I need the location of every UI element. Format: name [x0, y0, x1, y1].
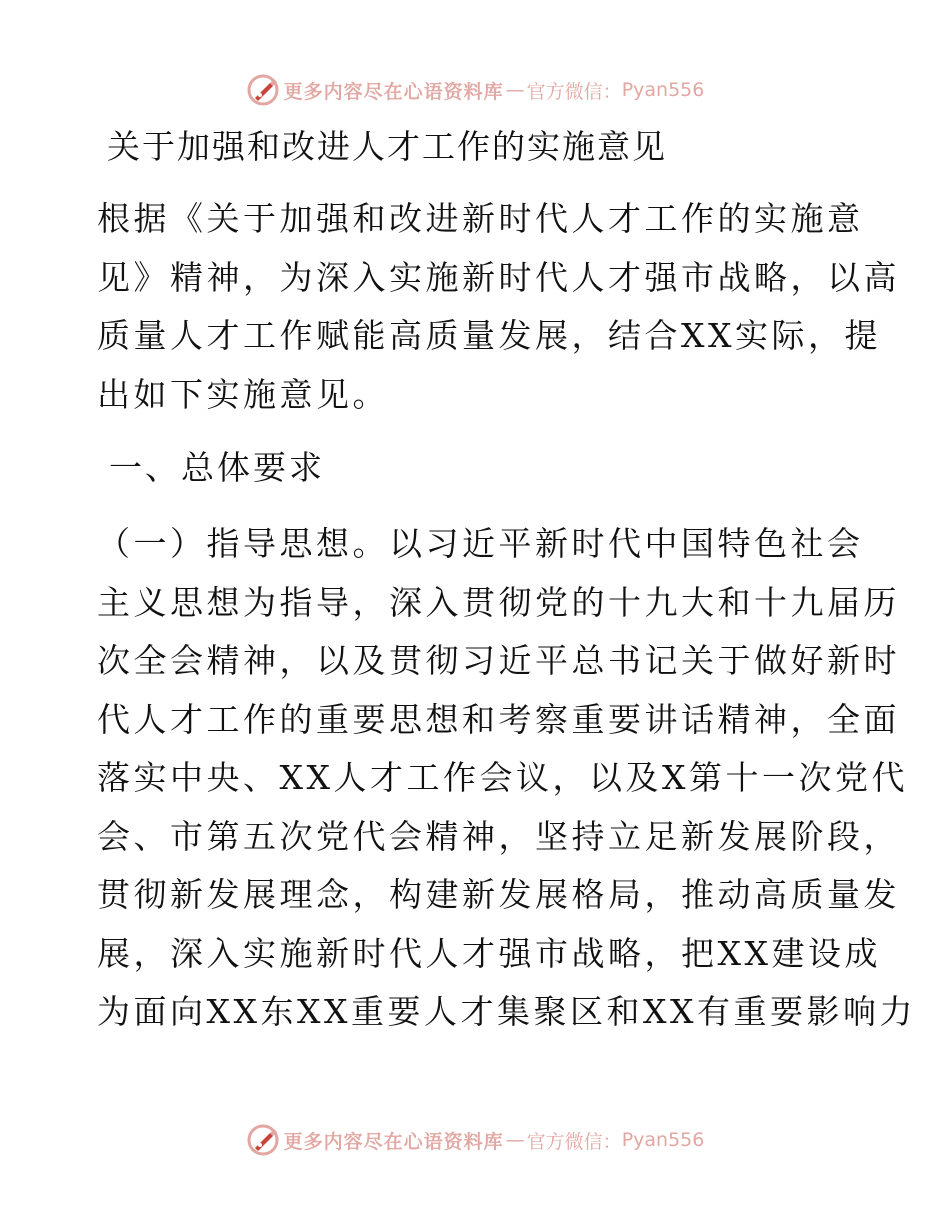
intro-paragraph	[97, 190, 900, 424]
guide-line: 落实中央、XX人才工作会议，以及X第十一次党代	[97, 758, 908, 797]
guide-line: 贯彻新发展理念，构建新发展格局，推动高质量发	[97, 875, 900, 914]
document-title: 关于加强和改进人才工作的实施意见	[107, 127, 667, 166]
section-heading-general-requirements: 一、总体要求	[109, 448, 325, 487]
header-watermark-banner	[0, 70, 950, 110]
pen-nib-logo-icon	[246, 73, 280, 107]
watermark-separator: —	[505, 79, 525, 101]
intro-line: 见》精神，为深入实施新时代人才强市战略，以高	[97, 257, 900, 297]
guide-line: 代人才工作的重要思想和考察重要讲话精神，全面	[97, 699, 900, 739]
guide-line: 次全会精神，以及贯彻习近平总书记关于做好新时	[97, 641, 900, 680]
watermark-brand-text: 更多内容尽在心语资料库	[283, 1130, 504, 1153]
guiding-ideology-paragraph	[97, 515, 916, 1042]
watermark-official-label: 官方微信：	[526, 80, 622, 103]
intro-line: 质量人才工作赋能高质量发展，结合XX实际，提	[97, 316, 881, 355]
intro-line: 根据《关于加强和改进新时代人才工作的实施意	[97, 199, 864, 238]
pen-nib-logo-icon	[246, 1123, 280, 1157]
watermark-official-label: 官方微信：	[526, 1130, 622, 1153]
guide-line: 会、市第五次党代会精神，坚持立足新发展阶段，	[97, 816, 900, 856]
watermark-wechat-id: Pyan556	[621, 1129, 705, 1151]
watermark-separator: —	[505, 1129, 525, 1151]
guide-line: 展，深入实施新时代人才强市战略，把XX建设成	[97, 933, 881, 973]
guide-line: （一）指导思想。以习近平新时代中国特色社会	[97, 524, 864, 563]
intro-line: 出如下实施意见。	[97, 374, 389, 414]
guide-line: 主义思想为指导，深入贯彻党的十九大和十九届历	[97, 582, 900, 622]
guide-line: 为面向XX东XX重要人才集聚区和XX有重要影响力	[97, 992, 916, 1031]
watermark-brand-text: 更多内容尽在心语资料库	[283, 80, 504, 103]
watermark-wechat-id: Pyan556	[621, 79, 705, 101]
footer-watermark-banner	[0, 1120, 950, 1160]
